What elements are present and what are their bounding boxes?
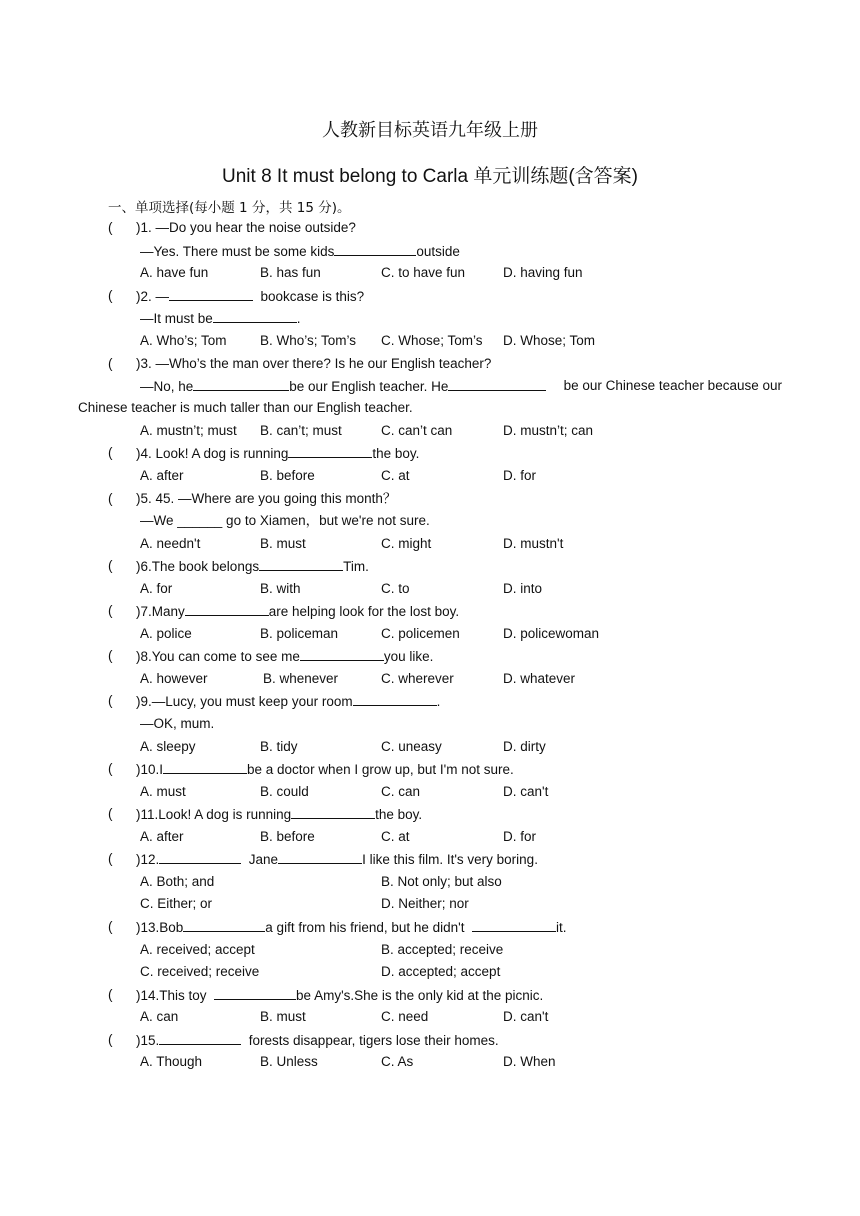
question-stem (136, 849, 538, 869)
option-d: D. Whose; Tom (503, 333, 596, 348)
answer-blank (291, 804, 375, 819)
answer-blank (334, 241, 416, 256)
option-b: B. must (260, 536, 306, 551)
option-a: A. however (140, 671, 208, 686)
question-stem: )5. 45. —Where are you going this month？ (136, 491, 397, 506)
option-b: B. before (260, 468, 315, 483)
stem-text: the boy. (372, 446, 420, 461)
option-c: C. can (381, 784, 421, 799)
question-stem: )1. —Do you hear the noise outside? (136, 220, 356, 235)
stem-text: a gift from his friend, but he didn't (265, 920, 465, 935)
question-stem (136, 917, 567, 937)
question-stem (136, 691, 440, 711)
option-d: D. mustn’t; can (503, 423, 594, 438)
stem-text: )2. — (136, 289, 170, 304)
option-c: C. policemen (381, 626, 460, 641)
question-line (140, 376, 782, 396)
option-d: D. policewoman (503, 626, 600, 641)
option-b: B. accepted; receive (381, 942, 504, 957)
option-d: D. can't (503, 784, 549, 799)
stem-text: Jane (248, 852, 279, 867)
stem-text: )15. (136, 1033, 160, 1048)
option-d: D. for (503, 468, 537, 483)
stem-text: )4. Look! A dog is running (136, 446, 289, 461)
stem-text: )13.Bob (136, 920, 184, 935)
question-stem (136, 804, 422, 824)
answer-paren: ( (108, 288, 113, 303)
option-b: B. must (260, 1009, 306, 1024)
stem-text: )10.I (136, 762, 164, 777)
option-a: A. after (140, 468, 184, 483)
answer-blank (448, 376, 546, 391)
answer-blank (185, 601, 269, 616)
line-segment (140, 376, 546, 396)
stem-text: I like this film. It's very boring. (362, 852, 538, 867)
document-subtitle: Unit 8 It must belong to Carla 单元训练题(含答案) (222, 166, 638, 187)
question-line (140, 308, 301, 328)
stem-text: )9.—Lucy, you must keep your room (136, 694, 353, 709)
option-c: C. might (381, 536, 432, 551)
option-c: C. wherever (381, 671, 454, 686)
answer-blank (169, 286, 253, 301)
question-stem (136, 443, 419, 463)
stem-text: be a doctor when I grow up, but I'm not sure. (247, 762, 514, 777)
option-a: A. sleepy (140, 739, 196, 754)
stem-text: )8.You can come to see me (136, 649, 300, 664)
option-c: C. need (381, 1009, 429, 1024)
option-c: C. Either; or (140, 896, 213, 911)
option-a: A. for (140, 581, 173, 596)
line-text: —Yes. There must be some kids (140, 244, 335, 259)
line-text: be our English teacher. He (289, 379, 449, 394)
answer-paren: ( (108, 603, 113, 618)
answer-blank (288, 443, 372, 458)
answer-paren: ( (108, 648, 113, 663)
line-text: . (296, 311, 301, 326)
option-a: A. mustn’t; must (140, 423, 237, 438)
line-text: outside (416, 244, 460, 259)
question-line: —We ______ go to Xiamen，but we're not sure. (140, 513, 430, 528)
answer-paren: ( (108, 761, 113, 776)
option-a: A. Who’s; Tom (140, 333, 227, 348)
stem-text: are helping look for the lost boy. (268, 604, 460, 619)
stem-text: you like. (383, 649, 434, 664)
answer-blank (163, 759, 247, 774)
option-c: C. at (381, 468, 410, 483)
answer-blank (183, 917, 265, 932)
option-b: B. with (260, 581, 301, 596)
line-text: —No, he (140, 379, 194, 394)
stem-text: )12. (136, 852, 160, 867)
option-a: A. police (140, 626, 192, 641)
answer-blank (159, 1030, 241, 1045)
option-b: B. whenever (263, 671, 339, 686)
question-stem (136, 759, 514, 779)
option-c: C. uneasy (381, 739, 442, 754)
stem-text: )14.This toy (136, 988, 207, 1003)
answer-paren: ( (108, 220, 113, 235)
option-b: B. Not only; but also (381, 874, 502, 889)
answer-paren: ( (108, 987, 113, 1002)
answer-paren: ( (108, 356, 113, 371)
option-c: C. to have fun (381, 265, 466, 280)
option-d: D. Neither; nor (381, 896, 469, 911)
option-a: A. must (140, 784, 186, 799)
stem-text: be Amy's.She is the only kid at the picnic. (296, 988, 544, 1003)
option-d: D. accepted; accept (381, 964, 501, 979)
section-heading: 一、单项选择(每小题 1 分，共 15 分)。 (108, 200, 351, 216)
option-d: D. dirty (503, 739, 546, 754)
question-stem (136, 646, 433, 666)
answer-blank (300, 646, 384, 661)
stem-text: )6.The book belongs (136, 559, 260, 574)
option-a: A. after (140, 829, 184, 844)
option-b: B. policeman (260, 626, 339, 641)
answer-paren: ( (108, 919, 113, 934)
option-b: B. Unless (260, 1054, 318, 1069)
option-a: A. Though (140, 1054, 203, 1069)
option-d: D. for (503, 829, 537, 844)
option-a: A. have fun (140, 265, 209, 280)
line-text: be our Chinese teacher because our (563, 378, 782, 393)
option-c: C. at (381, 829, 410, 844)
stem-text: . (436, 694, 441, 709)
stem-text: )11.Look! A dog is running (136, 807, 292, 822)
answer-blank (278, 849, 362, 864)
option-b: B. could (260, 784, 309, 799)
answer-blank (353, 691, 437, 706)
option-c: C. As (381, 1054, 414, 1069)
stem-text: forests disappear, tigers lose their homes. (248, 1033, 499, 1048)
option-d: D. mustn't (503, 536, 564, 551)
option-d: D. into (503, 581, 543, 596)
option-d: D. having fun (503, 265, 583, 280)
stem-text: the boy. (375, 807, 423, 822)
option-a: A. needn't (140, 536, 201, 551)
answer-paren: ( (108, 693, 113, 708)
answer-paren: ( (108, 491, 113, 506)
answer-paren: ( (108, 806, 113, 821)
stem-text: Tim. (343, 559, 369, 574)
option-a: A. Both; and (140, 874, 215, 889)
question-stem: )3. —Who’s the man over there? Is he our English teacher? (136, 356, 492, 371)
option-c: C. Whose; Tom’s (381, 333, 483, 348)
answer-blank (472, 917, 556, 932)
answer-blank (259, 556, 343, 571)
document-title: 人教新目标英语九年级上册 (322, 120, 538, 141)
line-text: —It must be (140, 311, 213, 326)
question-line (140, 241, 460, 261)
option-b: B. Who’s; Tom’s (260, 333, 357, 348)
question-stem (136, 985, 543, 1005)
answer-paren: ( (108, 1032, 113, 1047)
question-stem (136, 556, 369, 576)
question-line: —OK, mum. (140, 716, 215, 731)
question-line: Chinese teacher is much taller than our English teacher. (78, 400, 413, 415)
stem-text: )7.Many (136, 604, 185, 619)
answer-paren: ( (108, 558, 113, 573)
option-c: C. to (381, 581, 410, 596)
stem-text: bookcase is this? (260, 289, 365, 304)
option-b: B. can’t; must (260, 423, 342, 438)
question-stem (136, 1030, 499, 1050)
option-b: B. has fun (260, 265, 321, 280)
stem-text: it. (556, 920, 567, 935)
answer-blank (159, 849, 241, 864)
option-a: A. received; accept (140, 942, 255, 957)
answer-blank (213, 308, 297, 323)
option-b: B. before (260, 829, 315, 844)
answer-paren: ( (108, 445, 113, 460)
answer-paren: ( (108, 851, 113, 866)
option-a: A. can (140, 1009, 179, 1024)
answer-blank (214, 985, 296, 1000)
question-stem (136, 286, 364, 306)
option-d: D. When (503, 1054, 556, 1069)
question-stem (136, 601, 459, 621)
option-d: D. whatever (503, 671, 576, 686)
option-c: C. received; receive (140, 964, 260, 979)
answer-blank (193, 376, 289, 391)
option-c: C. can’t can (381, 423, 453, 438)
option-d: D. can't (503, 1009, 549, 1024)
option-b: B. tidy (260, 739, 298, 754)
